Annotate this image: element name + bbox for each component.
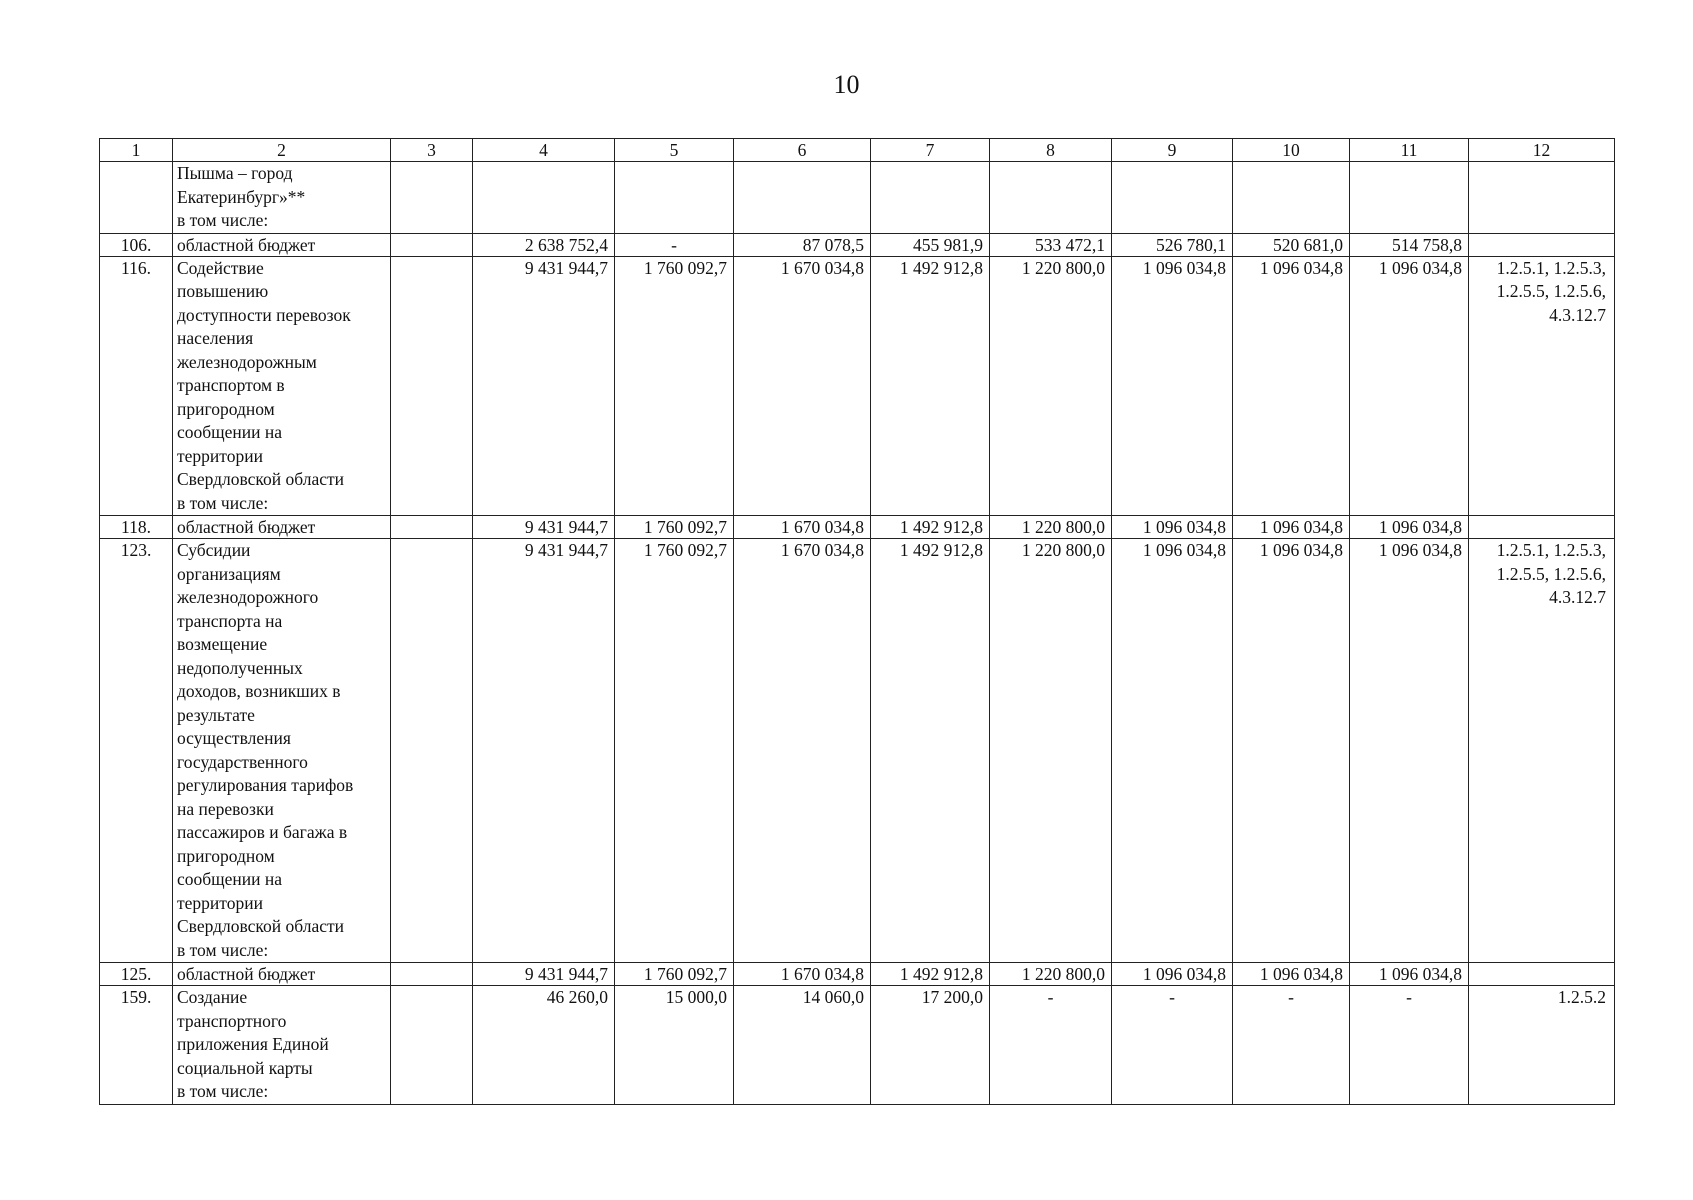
value-cell <box>1233 162 1350 234</box>
value-cell: 1 096 034,8 <box>1350 963 1469 986</box>
value-cell: - <box>1233 986 1350 1105</box>
row-name <box>173 233 391 256</box>
row-name-line: пригородном <box>177 398 275 419</box>
value-cell: 1 096 034,8 <box>1233 539 1350 963</box>
value-cell: 1 220 800,0 <box>990 516 1112 539</box>
row-name-line: областной бюджет <box>177 964 316 984</box>
value-cell: 1 220 800,0 <box>990 256 1112 516</box>
row-name-line: повышению <box>177 281 269 301</box>
row-number: 118. <box>100 516 173 539</box>
row-name-line: приложения Единой <box>177 1034 329 1054</box>
value-cell: 17 200,0 <box>871 986 990 1105</box>
value-cell: 520 681,0 <box>1233 233 1350 256</box>
value-cell: - <box>1350 986 1469 1105</box>
column-number-row <box>100 139 1615 162</box>
value-cell: 1 492 912,8 <box>871 256 990 516</box>
reference-cell <box>1469 233 1615 256</box>
column-header: 6 <box>734 139 871 162</box>
value-cell <box>1112 162 1233 234</box>
row-name-line: Екатеринбург»** <box>177 186 306 207</box>
value-cell: 514 758,8 <box>1350 233 1469 256</box>
row-name-line: территории <box>177 892 263 913</box>
column-header: 5 <box>615 139 734 162</box>
value-cell: 2 638 752,4 <box>473 233 615 256</box>
value-cell: 15 000,0 <box>615 986 734 1105</box>
value-cell: 1 670 034,8 <box>734 516 871 539</box>
empty-cell <box>391 539 473 963</box>
value-cell <box>990 162 1112 234</box>
value-cell: 9 431 944,7 <box>473 963 615 986</box>
row-name-line: организациям <box>177 563 281 584</box>
value-cell: 9 431 944,7 <box>473 256 615 516</box>
row-name-line: на перевозки <box>177 798 274 819</box>
row-name <box>173 539 391 963</box>
value-cell: 1 492 912,8 <box>871 539 990 963</box>
row-name <box>173 162 391 234</box>
value-cell: 533 472,1 <box>990 233 1112 256</box>
row-name-line: Содействие <box>177 257 264 278</box>
value-cell: 1 096 034,8 <box>1350 539 1469 963</box>
value-cell: 1 670 034,8 <box>734 539 871 963</box>
row-name <box>173 986 391 1105</box>
empty-cell <box>391 233 473 256</box>
value-cell: - <box>1112 986 1233 1105</box>
column-header: 7 <box>871 139 990 162</box>
value-cell: 1 760 092,7 <box>615 539 734 963</box>
value-cell: 526 780,1 <box>1112 233 1233 256</box>
reference-line: 4.3.12.7 <box>1549 587 1606 607</box>
value-cell: 1 096 034,8 <box>1112 256 1233 516</box>
reference-cell <box>1469 162 1615 234</box>
empty-cell <box>391 986 473 1105</box>
value-cell: 46 260,0 <box>473 986 615 1105</box>
row-name-line: сообщении на <box>177 422 283 442</box>
row-name-line: государственного <box>177 751 308 772</box>
row-name-line: железнодорожного <box>177 587 319 607</box>
value-cell: 1 096 034,8 <box>1350 516 1469 539</box>
value-cell: 1 670 034,8 <box>734 256 871 516</box>
value-cell: 1 760 092,7 <box>615 963 734 986</box>
row-name-line: территории <box>177 445 263 466</box>
reference-line: 1.2.5.1, 1.2.5.3, <box>1496 257 1606 278</box>
row-name-line: социальной карты <box>177 1057 313 1078</box>
row-name-line: Свердловской области <box>177 916 345 936</box>
reference-line: 4.3.12.7 <box>1549 304 1606 325</box>
value-cell <box>734 162 871 234</box>
row-name-line: в том числе: <box>177 939 269 960</box>
row-name-line: транспорта на <box>177 610 283 631</box>
row-number: 123. <box>100 539 173 963</box>
row-number: 125. <box>100 963 173 986</box>
row-name <box>173 963 391 986</box>
row-name-line: сообщении на <box>177 869 283 889</box>
row-name-line: в том числе: <box>177 1081 269 1101</box>
row-name-line: возмещение <box>177 634 268 654</box>
empty-cell <box>391 963 473 986</box>
column-header: 9 <box>1112 139 1233 162</box>
row-name-line: пассажиров и багажа в <box>177 822 348 842</box>
value-cell: 455 981,9 <box>871 233 990 256</box>
reference-cell <box>1469 539 1615 963</box>
row-name-line: доходов, возникших в <box>177 681 341 701</box>
budget-table <box>99 138 1615 1105</box>
value-cell: 1 096 034,8 <box>1112 963 1233 986</box>
value-cell: 14 060,0 <box>734 986 871 1105</box>
row-name-line: областной бюджет <box>177 234 316 255</box>
row-name-line: результате <box>177 704 255 725</box>
row-name-line: пригородном <box>177 845 275 866</box>
value-cell: 1 670 034,8 <box>734 963 871 986</box>
row-name-line: осуществления <box>177 728 291 748</box>
value-cell: - <box>615 233 734 256</box>
value-cell: 1 760 092,7 <box>615 256 734 516</box>
column-header: 11 <box>1350 139 1469 162</box>
row-number: 159. <box>100 986 173 1105</box>
row-name-line: транспортного <box>177 1010 287 1031</box>
value-cell <box>473 162 615 234</box>
table-row <box>100 256 1615 516</box>
row-name-line: железнодорожным <box>177 351 317 372</box>
row-name-line: Субсидии <box>177 540 251 560</box>
row-name-line: областной бюджет <box>177 517 316 537</box>
table-row <box>100 516 1615 539</box>
row-name-line: Создание <box>177 987 248 1007</box>
value-cell: 1 220 800,0 <box>990 539 1112 963</box>
column-header: 4 <box>473 139 615 162</box>
table-row <box>100 233 1615 256</box>
value-cell: 1 096 034,8 <box>1350 256 1469 516</box>
row-name <box>173 256 391 516</box>
value-cell <box>871 162 990 234</box>
value-cell: - <box>990 986 1112 1105</box>
reference-line: 1.2.5.5, 1.2.5.6, <box>1496 563 1606 584</box>
table-row <box>100 539 1615 963</box>
value-cell: 1 096 034,8 <box>1112 516 1233 539</box>
row-number: 106. <box>100 233 173 256</box>
page-number: 10 <box>833 70 860 99</box>
value-cell: 1 096 034,8 <box>1233 963 1350 986</box>
column-header: 1 <box>100 139 173 162</box>
value-cell: 1 096 034,8 <box>1233 256 1350 516</box>
reference-cell <box>1469 256 1615 516</box>
value-cell: 1 492 912,8 <box>871 516 990 539</box>
row-number <box>100 162 173 234</box>
empty-cell <box>391 256 473 516</box>
reference-cell <box>1469 963 1615 986</box>
reference-line: 1.2.5.2 <box>1557 987 1606 1007</box>
reference-line: 1.2.5.5, 1.2.5.6, <box>1496 281 1606 301</box>
value-cell: 9 431 944,7 <box>473 539 615 963</box>
reference-line: 1.2.5.1, 1.2.5.3, <box>1496 540 1606 560</box>
column-header: 12 <box>1469 139 1615 162</box>
value-cell: 9 431 944,7 <box>473 516 615 539</box>
value-cell: 1 096 034,8 <box>1233 516 1350 539</box>
reference-cell <box>1469 516 1615 539</box>
value-cell: 1 760 092,7 <box>615 516 734 539</box>
row-name-line: населения <box>177 328 254 348</box>
row-name-line: Пышма – город <box>177 163 293 183</box>
column-header: 2 <box>173 139 391 162</box>
column-header: 3 <box>391 139 473 162</box>
reference-cell <box>1469 986 1615 1105</box>
row-name-line: недополученных <box>177 657 303 678</box>
row-name-line: в том числе: <box>177 492 269 513</box>
empty-cell <box>391 162 473 234</box>
value-cell: 87 078,5 <box>734 233 871 256</box>
table-row <box>100 162 1615 234</box>
row-name-line: транспортом в <box>177 375 285 395</box>
row-name-line: Свердловской области <box>177 469 345 489</box>
row-number: 116. <box>100 256 173 516</box>
row-name-line: в том числе: <box>177 210 269 230</box>
row-name <box>173 516 391 539</box>
column-header: 8 <box>990 139 1112 162</box>
table-row <box>100 986 1615 1105</box>
row-name-line: доступности перевозок <box>177 304 351 325</box>
row-name-line: регулирования тарифов <box>177 775 354 795</box>
value-cell <box>615 162 734 234</box>
value-cell: 1 492 912,8 <box>871 963 990 986</box>
empty-cell <box>391 516 473 539</box>
value-cell: 1 220 800,0 <box>990 963 1112 986</box>
value-cell: 1 096 034,8 <box>1112 539 1233 963</box>
column-header: 10 <box>1233 139 1350 162</box>
table-row <box>100 963 1615 986</box>
value-cell <box>1350 162 1469 234</box>
